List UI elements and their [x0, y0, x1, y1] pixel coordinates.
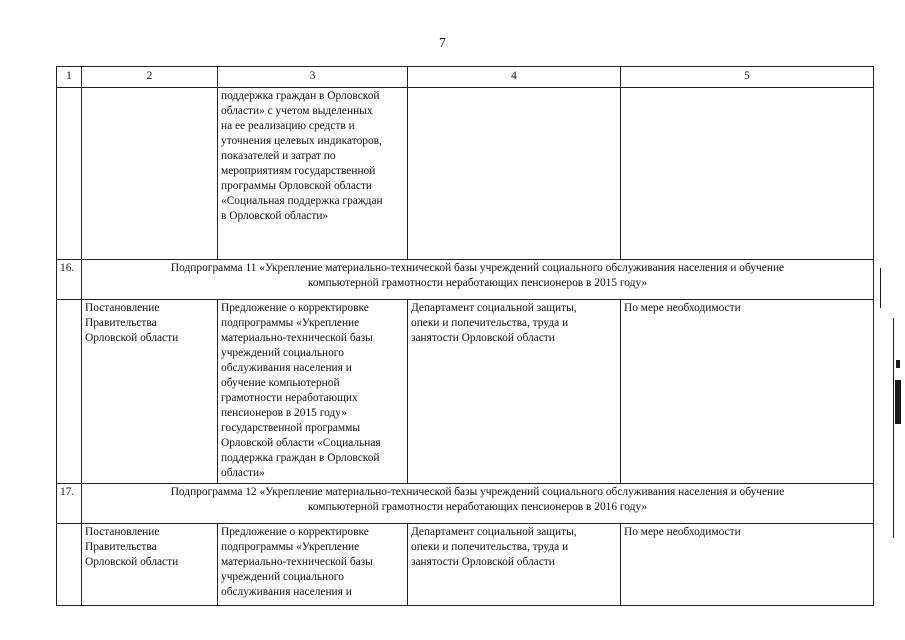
cell-document-type: Постановление Правительства Орловской области	[82, 524, 218, 606]
cell-continuation-col1	[57, 88, 82, 260]
column-number-4: 4	[408, 67, 621, 88]
table-header-row	[57, 67, 874, 88]
scan-artifact-line	[880, 268, 881, 308]
cell-document-type: Постановление Правительства Орловской области	[82, 300, 218, 484]
cell-responsible-department: Департамент социальной защиты, опеки и попечительства, труда и занятости Орловской области	[408, 524, 621, 606]
document-table	[56, 66, 874, 606]
cell-empty-number	[57, 524, 82, 606]
column-number-3: 3	[218, 67, 408, 88]
cell-proposal: Предложение о корректировке подпрограммы «Укрепление материально-технической базы учреждений социального обслуживания населения и	[218, 524, 408, 606]
table-row	[57, 524, 874, 606]
cell-deadline: По мере необходимости	[621, 524, 874, 606]
cell-continuation-col4	[408, 88, 621, 260]
column-number-2: 2	[82, 67, 218, 88]
table-row-continuation	[57, 88, 874, 260]
section-header-row	[57, 484, 874, 524]
cell-continuation-col2	[82, 88, 218, 260]
scan-artifact-block	[896, 360, 900, 368]
cell-proposal: Предложение о корректировке подпрограммы «Укрепление материально-технической базы учреждений социального обслуживания населения и обучение компьютерной грамотности неработающих пенсионеров в 2015 году» государственной программы Орловской области «Социальная поддержка граждан в Орловской области»	[218, 300, 408, 484]
subprogram-title: Подпрограмма 11 «Укрепление материально-технической базы учреждений социального обслуживания населения и обучение компьютерной грамотности неработающих пенсионеров в 2015 году»	[82, 260, 874, 300]
column-number-5: 5	[621, 67, 874, 88]
scan-artifact-block	[895, 380, 901, 424]
section-header-row	[57, 260, 874, 300]
scan-artifact-line	[893, 318, 894, 538]
section-number: 17.	[57, 484, 82, 524]
section-number: 16.	[57, 260, 82, 300]
cell-deadline: По мере необходимости	[621, 300, 874, 484]
column-number-1: 1	[57, 67, 82, 88]
cell-responsible-department: Департамент социальной защиты, опеки и попечительства, труда и занятости Орловской области	[408, 300, 621, 484]
cell-empty-number	[57, 300, 82, 484]
cell-continuation-col5	[621, 88, 874, 260]
subprogram-title: Подпрограмма 12 «Укрепление материально-технической базы учреждений социального обслуживания населения и обучение компьютерной грамотности неработающих пенсионеров в 2016 году»	[82, 484, 874, 524]
cell-continuation-col3: поддержка граждан в Орловской области» с учетом выделенных на ее реализацию средств и уточнения целевых индикаторов, показателей и затрат по мероприятиям государственной программы Орловской области «Социальная поддержка граждан в Орловской области»	[218, 88, 408, 260]
page-number: 7	[439, 36, 446, 51]
table-row	[57, 300, 874, 484]
